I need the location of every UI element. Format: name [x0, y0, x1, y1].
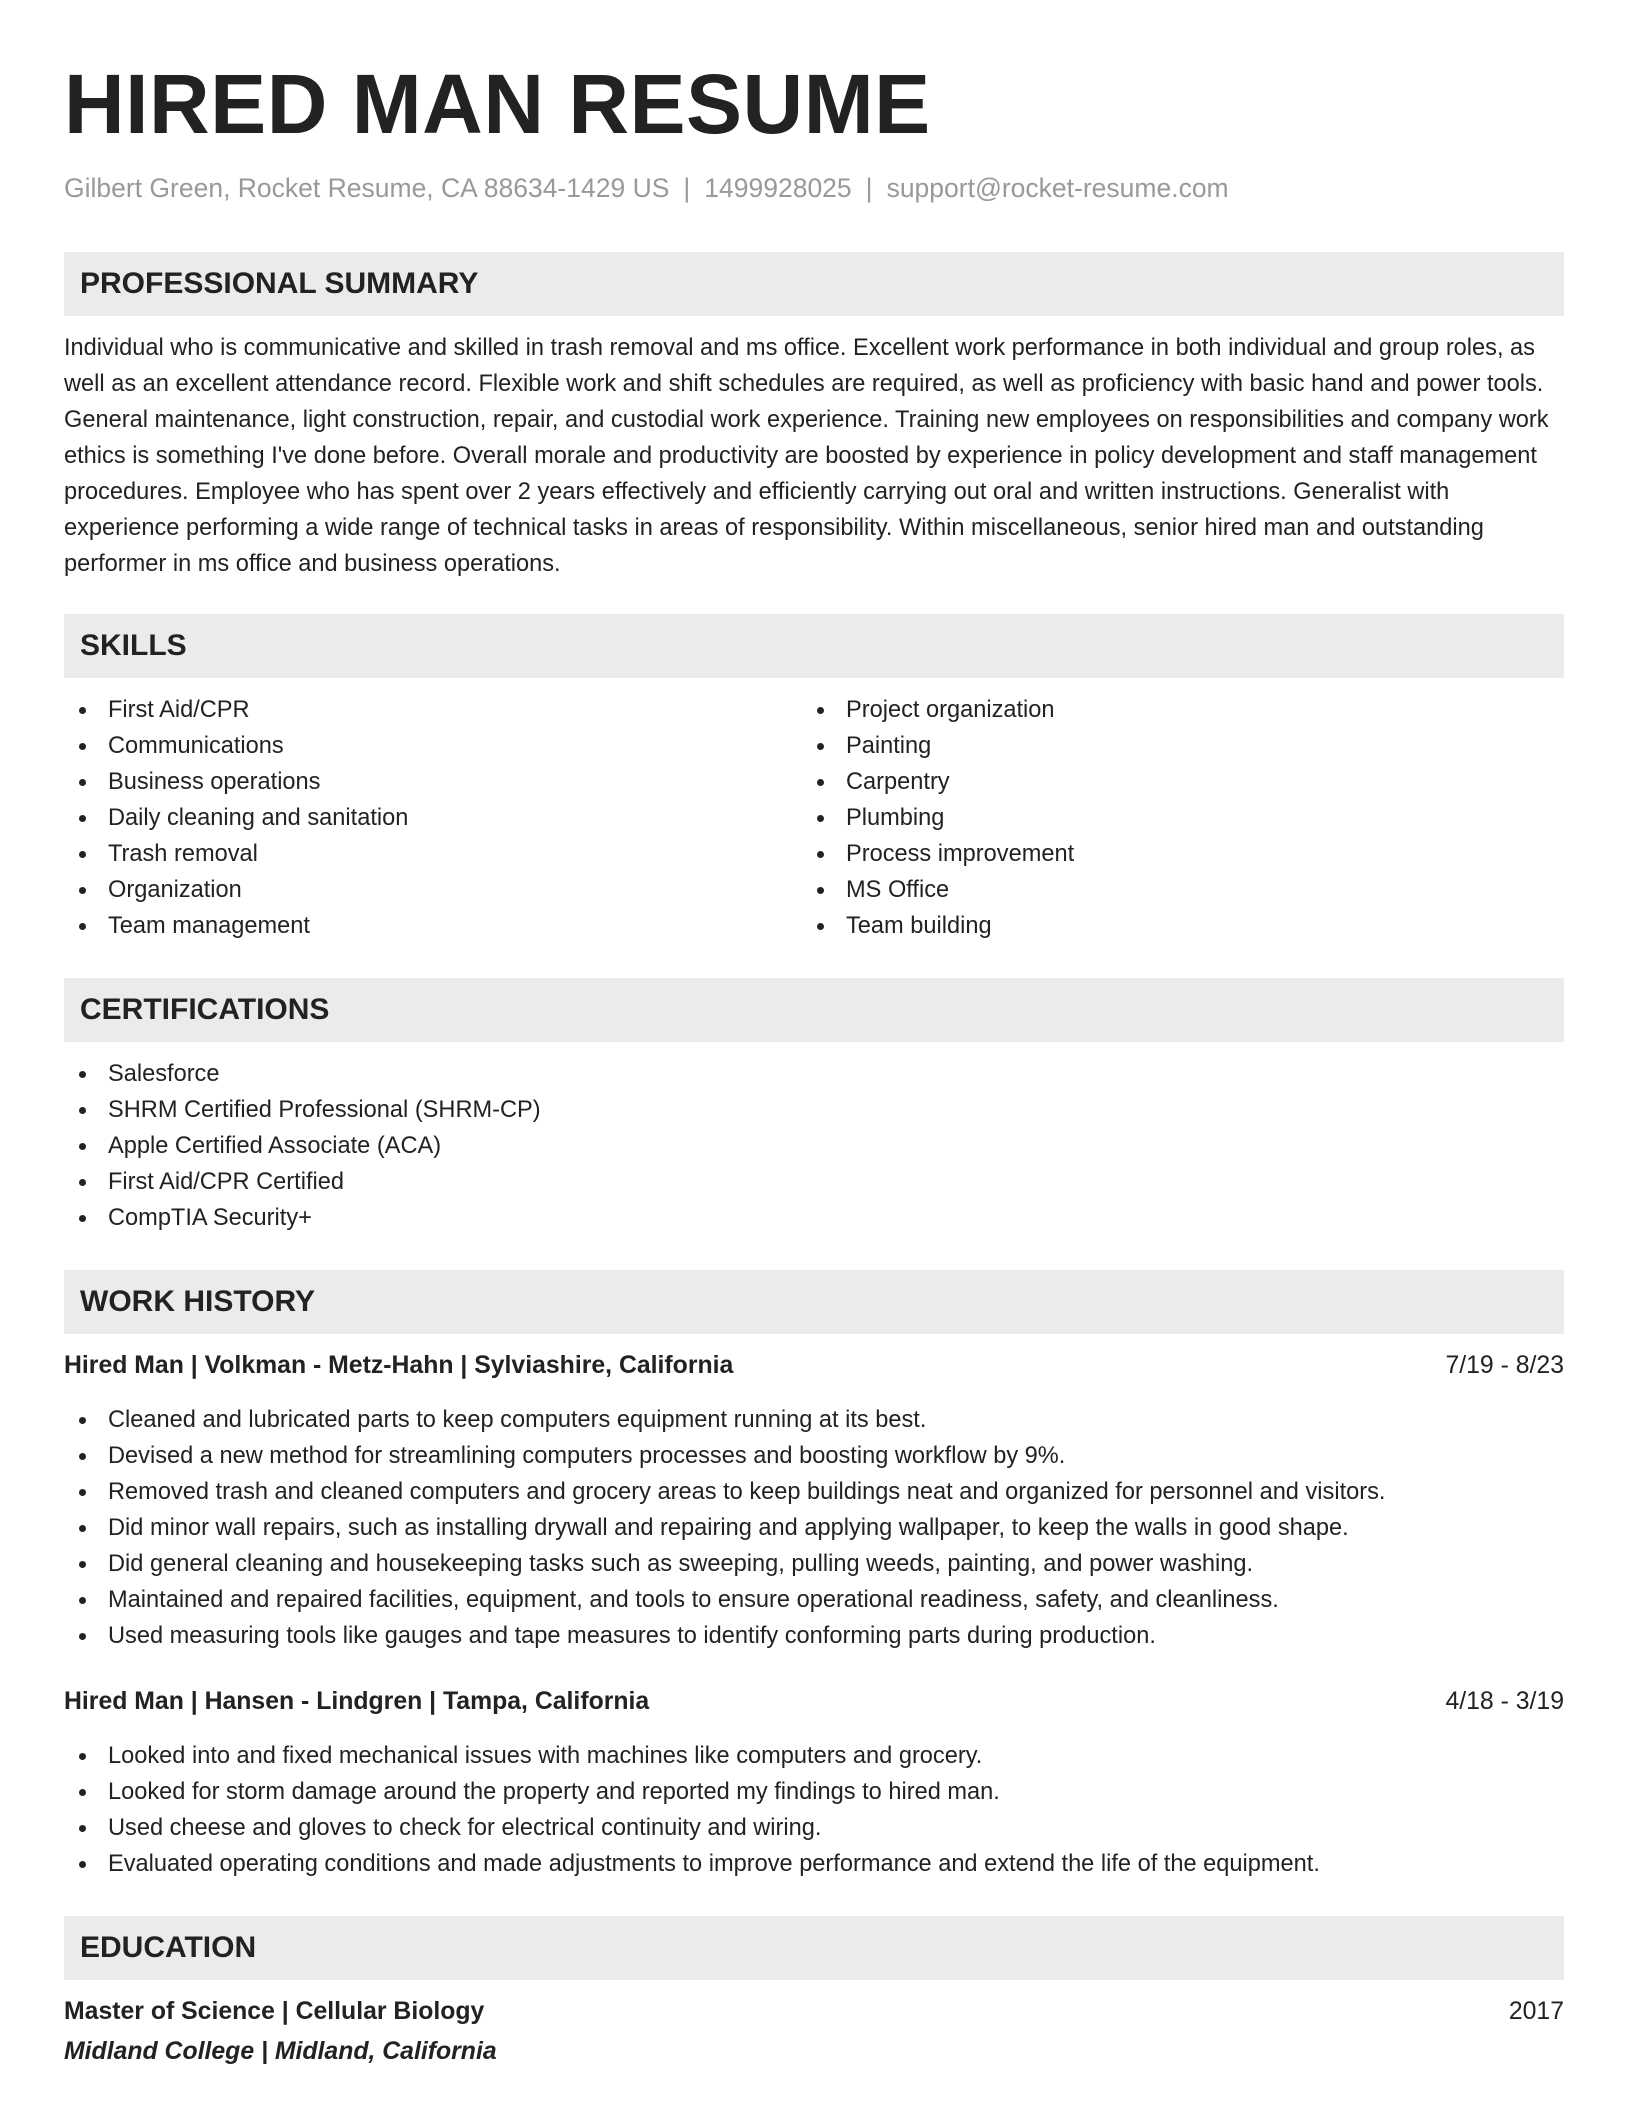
job-bullet — [64, 1510, 1564, 1546]
education-year: 2017 — [1508, 1998, 1564, 2025]
bullet-icon — [79, 1215, 86, 1222]
job-bullet-text: Did minor wall repairs, such as installing drywall and repairing and applying wallpaper, to keep the walls in good shape. — [108, 1515, 1349, 1541]
job-bullet — [64, 1846, 1564, 1882]
job-dates: 7/19 - 8/23 — [1445, 1352, 1564, 1379]
bullet-icon — [79, 1825, 86, 1832]
skill-label: Project organization — [846, 697, 1055, 723]
skill-label: MS Office — [846, 877, 950, 903]
skill-label: Daily cleaning and sanitation — [108, 805, 409, 831]
bullet-icon — [817, 743, 824, 750]
skill-label: Trash removal — [108, 841, 258, 867]
certification-item — [64, 1164, 1564, 1200]
bullet-icon — [79, 1489, 86, 1496]
job-bullet-text: Used cheese and gloves to check for electrical continuity and wiring. — [108, 1815, 822, 1841]
job-header — [64, 1684, 1564, 1720]
skill-item — [64, 872, 802, 908]
contact-line — [64, 170, 1564, 206]
education-heading: EDUCATION — [64, 1916, 1564, 1980]
bullet-icon — [79, 1179, 86, 1186]
summary-heading: PROFESSIONAL SUMMARY — [64, 252, 1564, 316]
job-bullet — [64, 1402, 1564, 1438]
skill-label: Painting — [846, 733, 932, 759]
bullet-icon — [79, 1633, 86, 1640]
education-header — [64, 1994, 1564, 2030]
bullet-icon — [79, 1417, 86, 1424]
job-bullet — [64, 1774, 1564, 1810]
skills-grid — [64, 692, 1564, 944]
bullet-icon — [79, 743, 86, 750]
bullet-icon — [817, 851, 824, 858]
bullet-icon — [79, 851, 86, 858]
skill-label: First Aid/CPR — [108, 697, 250, 723]
job-header — [64, 1348, 1564, 1384]
job-title: Hired Man | Volkman - Metz-Hahn | Sylviashire, California — [64, 1352, 734, 1379]
certification-item — [64, 1200, 1564, 1236]
skill-label: Organization — [108, 877, 242, 903]
skill-item — [802, 800, 1540, 836]
job-bullet-text: Cleaned and lubricated parts to keep computers equipment running at its best. — [108, 1407, 927, 1433]
skill-item — [64, 800, 802, 836]
bullet-icon — [79, 923, 86, 930]
skill-label: Communications — [108, 733, 284, 759]
job-bullet — [64, 1618, 1564, 1654]
job-bullet-text: Removed trash and cleaned computers and grocery areas to keep buildings neat and organized for personnel and visitors. — [108, 1479, 1386, 1505]
bullet-icon — [79, 1107, 86, 1114]
job-title: Hired Man | Hansen - Lindgren | Tampa, California — [64, 1688, 650, 1715]
bullet-icon — [817, 707, 824, 714]
skill-item — [64, 764, 802, 800]
bullet-icon — [79, 1525, 86, 1532]
job-bullet — [64, 1810, 1564, 1846]
job-bullet-text: Devised a new method for streamlining computers processes and boosting workflow by 9%. — [108, 1443, 1066, 1469]
bullet-icon — [79, 1861, 86, 1868]
skills-section — [64, 614, 1564, 944]
skill-item — [802, 908, 1540, 944]
summary-text: Individual who is communicative and skilled in trash removal and ms office. Excellent work performance in both individual and group roles, as well as an excellent attendance record. Flexible work and shift schedules are required, as well as proficiency with basic hand and power tools. General maintenance, light construction, repair, and custodial work experience. Training new employees on responsibilities and company work ethics is something I've done before. Overall morale and productivity are boosted by experience in policy development and staff management procedures. Employee who has spent over 2 years effectively and efficiently carrying out oral and written instructions. Generalist with experience performing a wide range of technical tasks in areas of responsibility. Within miscellaneous, senior hired man and outstanding performer in ms office and business operations. — [64, 335, 1549, 577]
skill-label: Team management — [108, 913, 310, 939]
skill-item — [802, 872, 1540, 908]
skill-label: Carpentry — [846, 769, 950, 795]
skills-list-right — [802, 692, 1540, 944]
job-dates: 4/18 - 3/19 — [1445, 1688, 1564, 1715]
skill-item — [802, 728, 1540, 764]
skill-label: Plumbing — [846, 805, 945, 831]
skill-item — [64, 728, 802, 764]
skill-item — [64, 908, 802, 944]
contact-email: support@rocket-resume.com — [886, 173, 1229, 203]
work-history-section — [64, 1270, 1564, 1882]
bullet-icon — [79, 1561, 86, 1568]
contact-address: Gilbert Green, Rocket Resume, CA 88634-1429 US — [64, 173, 670, 203]
bullet-icon — [79, 1597, 86, 1604]
skill-item — [802, 692, 1540, 728]
certifications-section — [64, 978, 1564, 1236]
job-bullet-text: Looked for storm damage around the property and reported my findings to hired man. — [108, 1779, 1000, 1805]
job-bullets — [64, 1402, 1564, 1654]
education-section — [64, 1916, 1564, 2070]
bullet-icon — [79, 1453, 86, 1460]
skills-column-right — [802, 692, 1540, 944]
bullet-icon — [817, 779, 824, 786]
bullet-icon — [79, 779, 86, 786]
job-bullet — [64, 1738, 1564, 1774]
certification-item — [64, 1056, 1564, 1092]
job-bullet — [64, 1546, 1564, 1582]
bullet-icon — [79, 1071, 86, 1078]
skill-label: Process improvement — [846, 841, 1075, 867]
certification-label: First Aid/CPR Certified — [108, 1169, 344, 1195]
certification-label: Salesforce — [108, 1061, 220, 1087]
certification-item — [64, 1128, 1564, 1164]
resume-title: HIRED MAN RESUME — [64, 57, 931, 151]
job-bullet-text: Maintained and repaired facilities, equipment, and tools to ensure operational readiness, safety, and cleanliness. — [108, 1587, 1279, 1613]
job-entry — [64, 1348, 1564, 1654]
contact-phone: 1499928025 — [704, 173, 852, 203]
job-bullet — [64, 1438, 1564, 1474]
job-bullet-text: Used measuring tools like gauges and tape measures to identify conforming parts during production. — [108, 1623, 1156, 1649]
certifications-list — [64, 1056, 1564, 1236]
bullet-icon — [817, 815, 824, 822]
bullet-icon — [79, 1143, 86, 1150]
job-bullets — [64, 1738, 1564, 1882]
bullet-icon — [79, 707, 86, 714]
work-history-heading: WORK HISTORY — [64, 1270, 1564, 1334]
skill-item — [802, 836, 1540, 872]
skill-item — [64, 836, 802, 872]
job-bullet-text: Looked into and fixed mechanical issues with machines like computers and grocery. — [108, 1743, 983, 1769]
skill-item — [802, 764, 1540, 800]
contact-separator: | — [683, 173, 691, 203]
job-bullet-text: Evaluated operating conditions and made adjustments to improve performance and extend the life of the equipment. — [108, 1851, 1320, 1877]
certification-label: Apple Certified Associate (ACA) — [108, 1133, 442, 1159]
education-degree: Master of Science | Cellular Biology — [64, 1998, 485, 2025]
bullet-icon — [79, 1753, 86, 1760]
certification-label: SHRM Certified Professional (SHRM-CP) — [108, 1097, 541, 1123]
bullet-icon — [79, 1789, 86, 1796]
certification-item — [64, 1092, 1564, 1128]
job-bullet — [64, 1474, 1564, 1510]
bullet-icon — [79, 887, 86, 894]
job-bullet — [64, 1582, 1564, 1618]
contact-separator: | — [865, 173, 873, 203]
skills-heading: SKILLS — [64, 614, 1564, 678]
skills-column-left — [64, 692, 802, 944]
summary-section — [64, 252, 1564, 582]
skill-label: Team building — [846, 913, 992, 939]
education-school: Midland College | Midland, California — [64, 2038, 497, 2065]
skills-list-left — [64, 692, 802, 944]
job-entry — [64, 1684, 1564, 1882]
skill-label: Business operations — [108, 769, 321, 795]
bullet-icon — [79, 815, 86, 822]
bullet-icon — [817, 923, 824, 930]
job-bullet-text: Did general cleaning and housekeeping tasks such as sweeping, pulling weeds, painting, and power washing. — [108, 1551, 1254, 1577]
certification-label: CompTIA Security+ — [108, 1205, 312, 1231]
bullet-icon — [817, 887, 824, 894]
skill-item — [64, 692, 802, 728]
certifications-heading: CERTIFICATIONS — [64, 978, 1564, 1042]
